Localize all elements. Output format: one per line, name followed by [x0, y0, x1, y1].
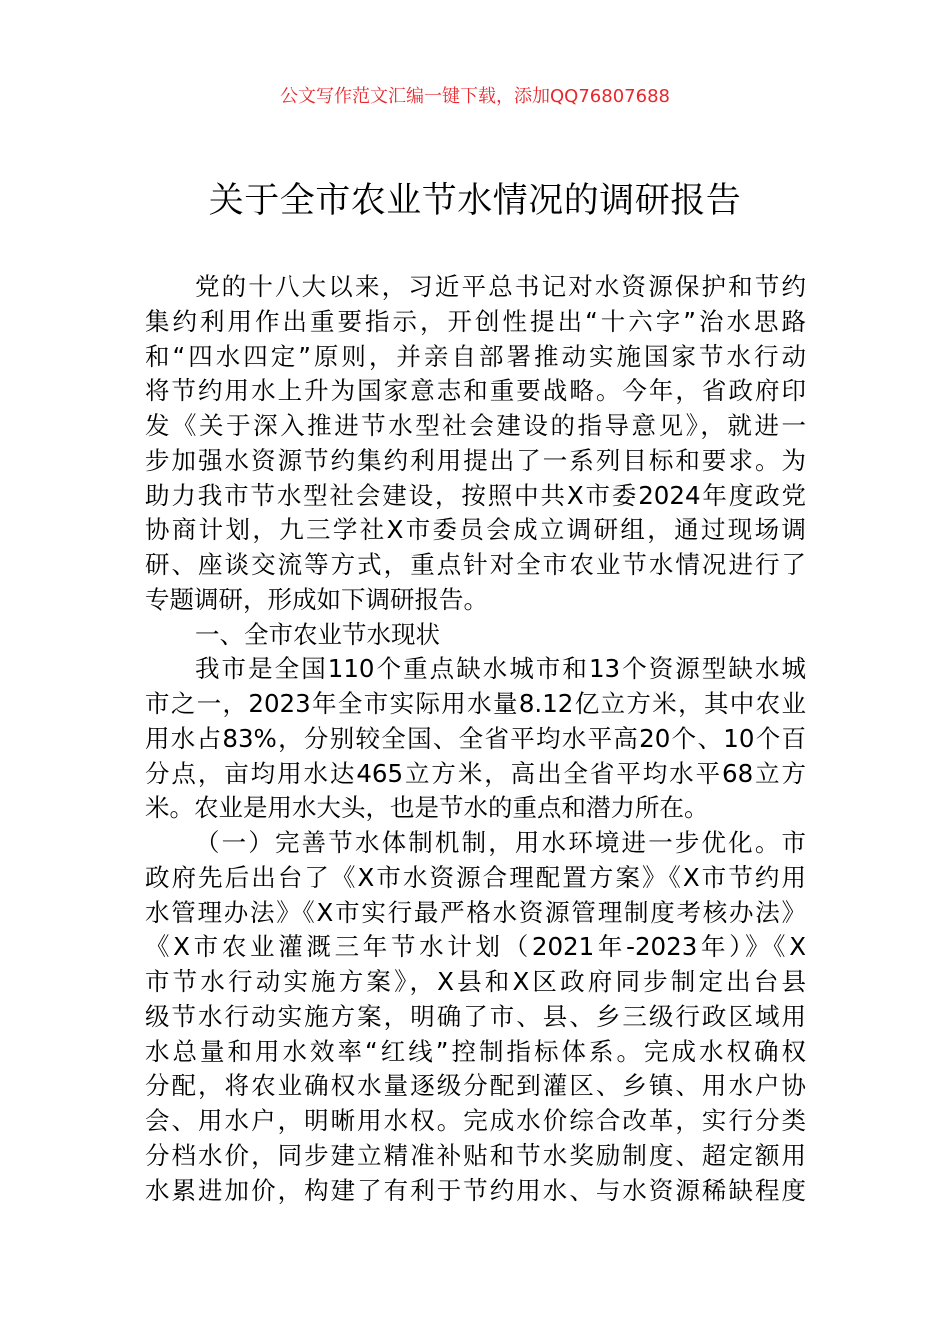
- text-line: 党的十八大以来，习近平总书记对水资源保护和节约: [195, 272, 806, 301]
- text-line: 市之一，2023年全市实际用水量8.12亿立方米，其中农业: [145, 689, 806, 718]
- text-line: 分档水价，同步建立精准补贴和节水奖励制度、超定额用: [145, 1140, 806, 1170]
- text-line: 水管理办法》《X市实行最严格水资源管理制度考核办法》: [145, 897, 806, 927]
- document-title: 关于全市农业节水情况的调研报告: [208, 181, 742, 221]
- text-line: 和“四水四定”原则，并亲自部署推动实施国家节水行动: [145, 341, 806, 371]
- watermark-header: 公文写作范文汇编一键下载，添加QQ76807688: [280, 86, 670, 107]
- text-line: （一）完善节水体制机制，用水环境进一步优化。市: [195, 828, 806, 857]
- text-line: 集约利用作出重要指示，开创性提出“十六字”治水思路: [145, 306, 806, 336]
- paragraph: [145, 270, 806, 618]
- text-line: 助力我市节水型社会建设，按照中共X市委2024年度政党: [145, 480, 806, 510]
- text-line: 用水占83%，分别较全国、全省平均水平高20个、10个百: [145, 723, 806, 753]
- text-line: 一、全市农业节水现状: [195, 619, 440, 649]
- paragraph: [145, 652, 806, 826]
- text-line: 分点，亩均用水达465立方米，高出全省平均水平68立方: [145, 758, 806, 788]
- text-line: 级节水行动实施方案，明确了市、县、乡三级行政区域用: [145, 1001, 806, 1031]
- text-line: 会、用水户，明晰用水权。完成水价综合改革，实行分类: [145, 1106, 806, 1135]
- text-line: 研、座谈交流等方式，重点针对全市农业节水情况进行了: [145, 550, 806, 579]
- text-line: 政府先后出台了《X市水资源合理配置方案》《X市节约用: [145, 862, 806, 892]
- paragraph: [145, 826, 806, 1208]
- text-line: 我市是全国110个重点缺水城市和13个资源型缺水城: [195, 654, 806, 684]
- text-line: 专题调研，形成如下调研报告。: [145, 584, 488, 614]
- document-body: [145, 270, 806, 1208]
- text-line: 水总量和用水效率“红线”控制指标体系。完成水权确权: [145, 1036, 806, 1066]
- text-line: 发《关于深入推进节水型社会建设的指导意见》，就进一: [145, 411, 806, 440]
- section-heading: [145, 618, 806, 653]
- text-line: 分配，将农业确权水量逐级分配到灌区、乡镇、用水户协: [145, 1071, 806, 1101]
- text-line: 步加强水资源节约集约利用提出了一系列目标和要求。为: [145, 445, 806, 475]
- text-line: 将节约用水上升为国家意志和重要战略。今年，省政府印: [145, 376, 806, 406]
- text-line: 协商计划，九三学社X市委员会成立调研组，通过现场调: [145, 515, 806, 545]
- text-line: 市节水行动实施方案》，X县和X区政府同步制定出台县: [145, 967, 806, 996]
- text-line: 米。农业是用水大头，也是节水的重点和潜力所在。: [145, 793, 709, 823]
- text-line: 《X市农业灌溉三年节水计划（2021年-2023年）》《X: [145, 932, 806, 962]
- text-line: 水累进加价，构建了有利于节约用水、与水资源稀缺程度: [145, 1175, 806, 1205]
